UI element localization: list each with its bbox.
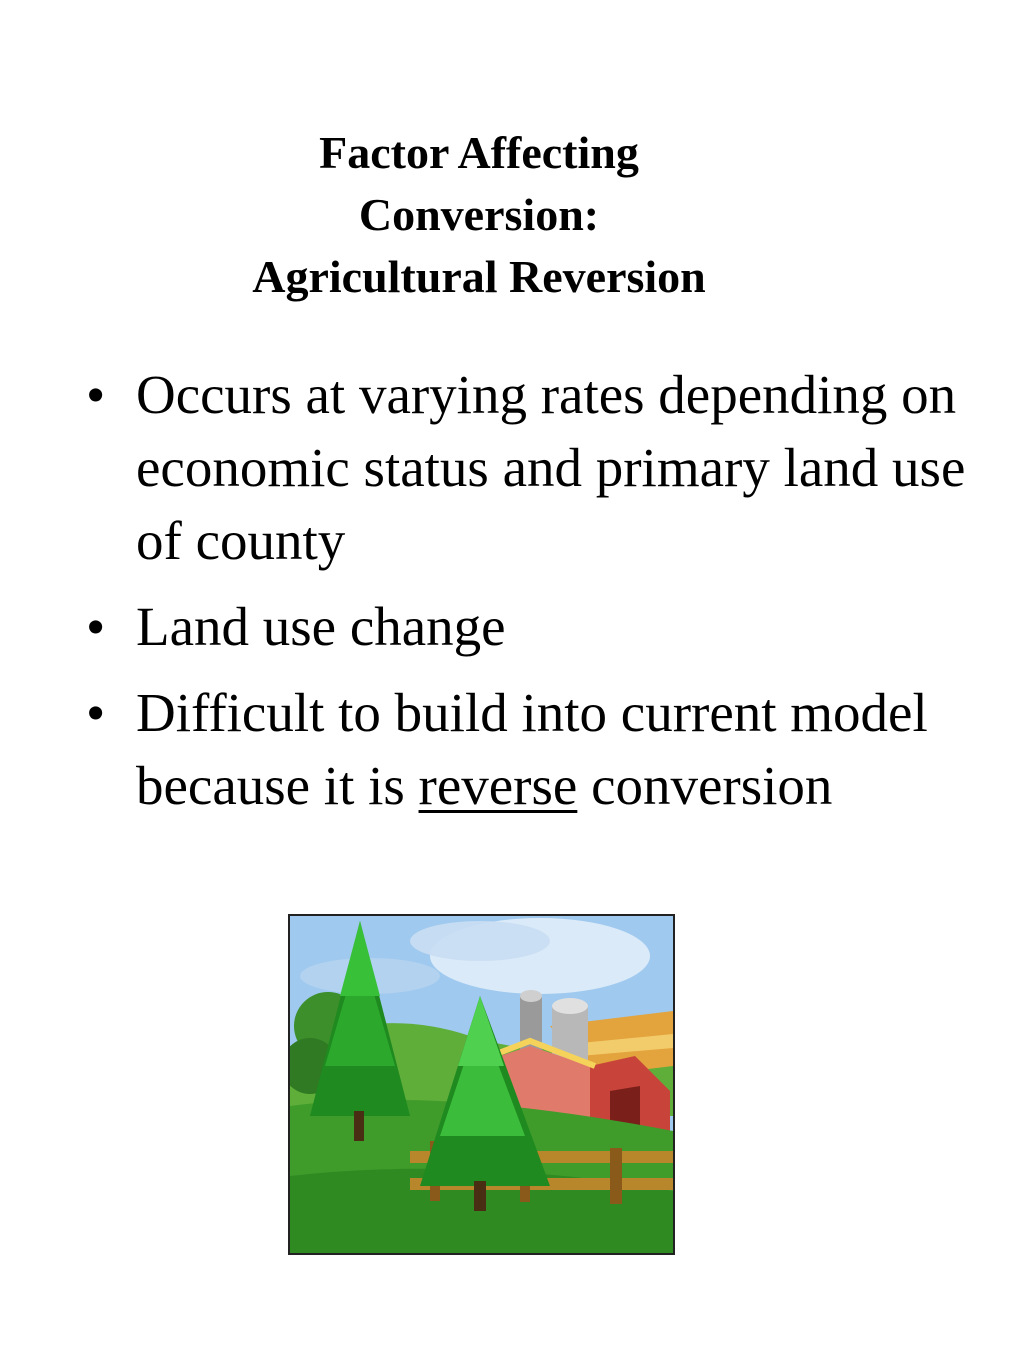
- bullet-icon: •: [86, 596, 106, 657]
- bullet-item: [86, 358, 986, 577]
- bullet-icon: •: [86, 364, 106, 425]
- title-line-3: Agricultural Reversion: [252, 251, 706, 302]
- slide-title: [0, 122, 958, 308]
- bullet-text: Land use change: [136, 596, 506, 657]
- bullet-text: Occurs at varying rates depending on economic status and primary land use of county: [136, 364, 966, 571]
- bullet-text-underlined: reverse: [418, 755, 578, 816]
- bullet-text-end: conversion: [577, 755, 833, 816]
- bullet-item: [86, 590, 986, 663]
- farm-landscape-icon: [288, 914, 675, 1255]
- title-line-1: Factor Affecting: [319, 127, 639, 178]
- bullet-icon: •: [86, 682, 106, 743]
- bullet-item: [86, 676, 986, 822]
- title-line-2: Conversion:: [358, 189, 600, 240]
- bullet-text-start: Difficult to build into current model because it is: [136, 682, 928, 816]
- bullet-list: [86, 358, 986, 835]
